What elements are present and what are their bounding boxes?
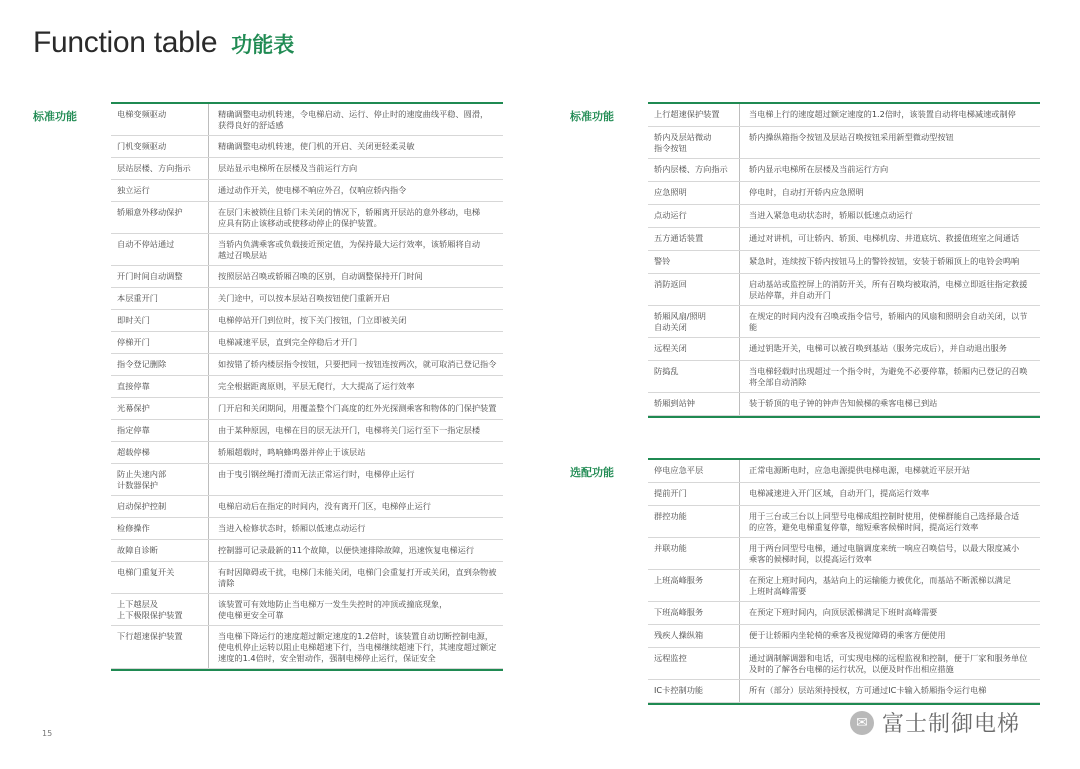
function-name: 上班高峰服务: [648, 570, 740, 601]
function-description: 在层门未被锁住且轿门未关闭的情况下，轿厢离开层站的意外移动，电梯 应具有防止该移动或使移动停止的保护装置。: [218, 207, 481, 228]
table-row: [648, 506, 1040, 538]
function-name: 轿厢风扇/照明 自动关闭: [648, 306, 740, 337]
function-description: 用于三台或三台以上同型号电梯成组控制时使用，使梯群能自己选择最合适 的应答，避免电梯重复停靠，缩短乘客候梯时间，提高运行效率: [749, 511, 1020, 532]
function-description: 轿内操纵箱指令按钮及层站召唤按钮采用新型微动型按钮: [749, 132, 954, 142]
function-name: 远程监控: [648, 648, 740, 679]
function-description: 电梯减速平层，直到完全停稳后才开门: [218, 337, 358, 347]
table-row: [111, 420, 503, 442]
table-row: [648, 538, 1040, 570]
table-row: [111, 136, 503, 158]
table-row: [111, 202, 503, 234]
function-name: 防捣乱: [648, 361, 740, 392]
function-description: 停电时，自动打开轿内应急照明: [749, 187, 864, 197]
table-row: [111, 562, 503, 594]
function-name: 群控功能: [648, 506, 740, 537]
function-description: 精确调整电动机转速，使门机的开启、关闭更轻柔灵敏: [218, 141, 415, 151]
function-description: 在规定的时间内没有召唤或指令信号，轿厢内的风扇和照明会自动关闭，以节能: [749, 311, 1028, 332]
function-name: 远程关闭: [648, 338, 740, 360]
function-name: 五方通话装置: [648, 228, 740, 250]
table-row: [648, 104, 1040, 127]
function-name: 轿内及层站微动 指令按钮: [648, 127, 740, 158]
table-row: [111, 464, 503, 496]
function-description: 便于让轿厢内坐轮椅的乘客及视觉障碍的乘客方便使用: [749, 630, 946, 640]
function-description: 电梯启动后在指定的时间内，没有离开门区，电梯停止运行: [218, 501, 431, 511]
brand-name: 富士制御电梯: [882, 712, 1021, 737]
table-row: [648, 251, 1040, 274]
function-name: 直接停靠: [111, 376, 209, 397]
table-end-rule: [648, 416, 1040, 418]
function-name: 上行超速保护装置: [648, 104, 740, 126]
table-row: [648, 483, 1040, 506]
function-table-right-standard: [648, 102, 1040, 418]
function-description: 门开启和关闭期间，用覆盖整个门高度的红外光探测乘客和物体的门保护装置: [218, 403, 497, 413]
function-name: 启动保护控制: [111, 496, 209, 517]
function-description: 该装置可有效地防止当电梯万一发生失控时的冲顶或撞底现象， 使电梯更安全可靠: [218, 599, 448, 620]
function-description: 当轿内负满乘客或负载接近预定值，为保持最大运行效率，该轿厢将自动 越过召唤层站: [218, 239, 481, 260]
function-name: 停梯开门: [111, 332, 209, 353]
table-row: [648, 393, 1040, 416]
table-row: [111, 332, 503, 354]
table-row: [111, 398, 503, 420]
function-name: 自动不停站通过: [111, 234, 209, 265]
function-description: 轿厢超载时，鸣响蜂鸣器并停止于该层站: [218, 447, 366, 457]
section-label: 选配功能: [570, 466, 614, 479]
function-description: 有时因障碍或干扰，电梯门未能关闭，电梯门会重复打开或关闭，直到杂物被清除: [218, 567, 497, 588]
function-name: 残疾人操纵箱: [648, 625, 740, 647]
function-description: 当电梯下降运行的速度超过额定速度的1.2倍时，该装置自动切断控制电源， 使电机停止运转以阻止电梯超速下行，当电梯继续超速下行，其速度超过额定 速度的1.4倍时，安全钳动作，强制电梯停止运行，保证安全: [218, 631, 497, 663]
function-table-left: [111, 102, 503, 671]
function-name: 轿厢意外移动保护: [111, 202, 209, 233]
function-name: 光幕保护: [111, 398, 209, 419]
function-name: 下行超速保护装置: [111, 626, 209, 668]
table-row: [111, 518, 503, 540]
function-description: 精确调整电动机转速，令电梯启动、运行、停止时的速度曲线平稳、圆滑， 获得良好的舒适感: [218, 109, 489, 130]
function-name: 电梯门重复开关: [111, 562, 209, 593]
function-description: 完全根据距离原则，平层无爬行，大大提高了运行效率: [218, 381, 415, 391]
function-name: 轿厢到站钟: [648, 393, 740, 415]
section-label: 标准功能: [570, 110, 614, 123]
function-description: 通过调制解调器和电话，可实现电梯的远程监视和控制，便于厂家和服务单位 及时的了解各台电梯的运行状况，以便及时作出相应措施: [749, 653, 1028, 674]
function-description: 在预定下班时间内，向顶层派梯满足下班时高峰需要: [749, 607, 938, 617]
table-row: [111, 594, 503, 626]
function-description: 关门途中，可以按本层站召唤按钮使门重新开启: [218, 293, 390, 303]
function-name: 独立运行: [111, 180, 209, 201]
table-row: [648, 127, 1040, 159]
function-description: 通过动作开关，使电梯不响应外召，仅响应轿内指令: [218, 185, 407, 195]
function-description: 装于轿顶的电子钟的钟声告知候梯的乘客电梯已到站: [749, 398, 938, 408]
function-name: 应急照明: [648, 182, 740, 204]
table-row: [648, 338, 1040, 361]
function-name: 本层重开门: [111, 288, 209, 309]
function-description: 用于两台同型号电梯，通过电脑调度来统一响应召唤信号，以最大限度减小 乘客的候梯时间，以提高运行效率: [749, 543, 1020, 564]
table-row: [648, 274, 1040, 306]
table-row: [648, 570, 1040, 602]
function-name: IC卡控制功能: [648, 680, 740, 702]
function-description: 如按错了轿内楼层指令按钮，只要把同一按钮连按两次，就可取消已登记指令: [218, 359, 497, 369]
table-end-rule: [111, 669, 503, 671]
function-name: 提前开门: [648, 483, 740, 505]
function-name: 停电应急平层: [648, 460, 740, 482]
table-row: [648, 306, 1040, 338]
table-row: [648, 602, 1040, 625]
function-description: 电梯减速进入开门区域，自动开门，提高运行效率: [749, 488, 930, 498]
function-description: 紧急时，连续按下轿内按钮马上的警铃按钮，安装于轿厢顶上的电铃会鸣响: [749, 256, 1020, 266]
table-row: [111, 180, 503, 202]
page-number: 15: [42, 729, 53, 738]
function-description: 当进入紧急电动状态时，轿厢以低速点动运行: [749, 210, 913, 220]
function-description: 控制器可记录最新的11个故障，以便快速排除故障，迅速恢复电梯运行: [218, 545, 475, 555]
function-description: 当进入检修状态时，轿厢以低速点动运行: [218, 523, 366, 533]
wechat-icon: ✉: [850, 711, 874, 735]
table-row: [111, 540, 503, 562]
function-description: 轿内显示电梯所在层楼及当前运行方向: [749, 164, 889, 174]
function-name: 指令登记删除: [111, 354, 209, 375]
function-name: 防止失速内部 计数器保护: [111, 464, 209, 495]
page-title: [33, 26, 294, 70]
table-row: [111, 442, 503, 464]
table-row: [111, 354, 503, 376]
function-name: 消防返回: [648, 274, 740, 305]
function-name: 上下越层及 上下极限保护装置: [111, 594, 209, 625]
function-name: 点动运行: [648, 205, 740, 227]
section-label: 标准功能: [33, 110, 77, 123]
function-description: 由于曳引钢丝绳打滑而无法正常运行时，电梯停止运行: [218, 469, 415, 479]
table-row: [111, 626, 503, 669]
function-description: 电梯停站开门到位时，按下关门按钮，门立即被关闭: [218, 315, 407, 325]
table-row: [648, 625, 1040, 648]
function-name: 并联功能: [648, 538, 740, 569]
function-name: 即时关门: [111, 310, 209, 331]
page-title-english: Function table: [33, 26, 218, 59]
function-description: 层站显示电梯所在层楼及当前运行方向: [218, 163, 358, 173]
function-name: 电梯变频驱动: [111, 104, 209, 135]
table-row: [648, 182, 1040, 205]
table-row: [111, 104, 503, 136]
table-row: [111, 376, 503, 398]
function-description: 正常电源断电时，应急电源提供电梯电源，电梯就近平层开站: [749, 465, 971, 475]
table-row: [648, 680, 1040, 703]
function-description: 当电梯上行的速度超过额定速度的1.2倍时，该装置自动将电梯减速或制停: [749, 109, 1016, 119]
function-description: 通过钥匙开关，电梯可以被召唤到基站（服务完成后），并自动退出服务: [749, 343, 1007, 353]
function-table-right-optional: [648, 458, 1040, 705]
table-end-rule: [648, 703, 1040, 705]
function-name: 故障自诊断: [111, 540, 209, 561]
table-row: [648, 205, 1040, 228]
function-description: 通过对讲机，可让轿内、轿顶、电梯机房、井道底坑、救援值班室之间通话: [749, 233, 1020, 243]
function-description: 由于某种原因，电梯在目的层无法开门，电梯将关门运行至下一指定层楼: [218, 425, 481, 435]
function-name: 指定停靠: [111, 420, 209, 441]
function-description: 按照层站召唤或轿厢召唤的区别，自动调整保持开门时间: [218, 271, 423, 281]
function-name: 检修操作: [111, 518, 209, 539]
function-name: 层站层楼、方向指示: [111, 158, 209, 179]
table-row: [648, 361, 1040, 393]
function-name: 门机变频驱动: [111, 136, 209, 157]
page-title-chinese: 功能表: [231, 33, 295, 57]
table-row: [648, 648, 1040, 680]
table-row: [648, 159, 1040, 182]
function-name: 警铃: [648, 251, 740, 273]
table-row: [648, 228, 1040, 251]
function-description: 所有（部分）层站须持授权，方可通过IC卡输入轿厢指令运行电梯: [749, 685, 987, 695]
function-name: 轿内层楼、方向指示: [648, 159, 740, 181]
table-row: [111, 266, 503, 288]
function-description: 当电梯轻载时出现超过一个指令时，为避免不必要停靠，轿厢内已登记的召唤 将全部自动消除: [749, 366, 1028, 387]
table-row: [648, 460, 1040, 483]
table-row: [111, 288, 503, 310]
table-row: [111, 158, 503, 180]
table-row: [111, 310, 503, 332]
function-description: 启动基站或监控屏上的消防开关，所有召唤均被取消，电梯立即返往指定救援 层站停靠，并自动开门: [749, 279, 1028, 300]
table-row: [111, 234, 503, 266]
brand-watermark: [850, 707, 1020, 738]
table-row: [111, 496, 503, 518]
function-name: 下班高峰服务: [648, 602, 740, 624]
function-name: 开门时间自动调整: [111, 266, 209, 287]
function-name: 超载停梯: [111, 442, 209, 463]
function-description: 在预定上班时间内，基站向上的运输能力被优化，而基站不断派梯以满足 上班时高峰需要: [749, 575, 1012, 596]
